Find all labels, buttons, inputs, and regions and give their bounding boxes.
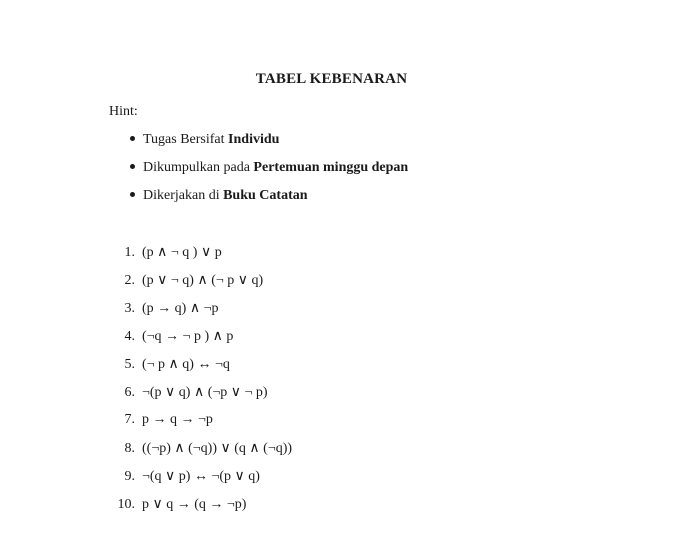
problem-expression: (¬ p ∧ q) ↔ ¬q xyxy=(142,357,230,372)
bullet-icon xyxy=(130,164,135,169)
hint-list xyxy=(127,132,408,216)
bullet-icon xyxy=(130,192,135,197)
problem-item xyxy=(115,384,292,412)
problem-number: 9. xyxy=(124,469,135,484)
hint-item xyxy=(127,160,408,188)
problem-item xyxy=(115,496,292,524)
page-title: TABEL KEBENARAN xyxy=(255,71,408,87)
hint-item xyxy=(127,132,408,160)
problem-item xyxy=(115,412,292,440)
problem-expression: (p ∧ ¬ q ) ∨ p xyxy=(142,245,222,260)
problem-expression: ¬(p ∨ q) ∧ (¬p ∨ ¬ p) xyxy=(142,385,268,400)
bullet-icon xyxy=(130,136,135,141)
problem-number: 3. xyxy=(124,301,135,316)
problem-expression: p → q → ¬p xyxy=(142,412,213,427)
problem-number: 7. xyxy=(124,412,135,427)
problem-number: 4. xyxy=(124,329,135,344)
problem-item xyxy=(115,356,292,384)
hint-item-emphasis: Pertemuan minggu depan xyxy=(253,160,409,175)
problem-number: 1. xyxy=(124,245,135,260)
problem-expression: (p → q) ∧ ¬p xyxy=(142,301,219,316)
problem-item xyxy=(115,328,292,356)
hint-label: Hint: xyxy=(109,104,138,119)
problem-expression: p ∨ q → (q → ¬p) xyxy=(142,497,247,512)
problem-number: 10. xyxy=(117,497,135,512)
problem-number: 8. xyxy=(124,441,135,456)
problem-expression: ¬(q ∨ p) ↔ ¬(p ∨ q) xyxy=(142,469,260,484)
problem-number: 5. xyxy=(124,357,135,372)
problem-list xyxy=(115,244,292,524)
problem-number: 2. xyxy=(124,273,135,288)
problem-expression: ((¬p) ∧ (¬q)) ∨ (q ∧ (¬q)) xyxy=(142,441,293,456)
problem-number: 6. xyxy=(124,385,135,400)
problem-item xyxy=(115,468,292,496)
hint-item-text: Tugas Bersifat xyxy=(143,132,229,147)
hint-item-text: Dikerjakan di xyxy=(143,188,224,203)
hint-item-emphasis: Buku Catatan xyxy=(223,188,308,203)
problem-item xyxy=(115,244,292,272)
problem-item xyxy=(115,272,292,300)
problem-expression: (p ∨ ¬ q) ∧ (¬ p ∨ q) xyxy=(142,273,264,288)
problem-item xyxy=(115,440,292,468)
hint-item xyxy=(127,188,408,216)
problem-expression: (¬q → ¬ p ) ∧ p xyxy=(142,329,234,344)
hint-item-text: Dikumpulkan pada xyxy=(143,160,254,175)
hint-item-emphasis: Individu xyxy=(228,132,280,147)
problem-item xyxy=(115,300,292,328)
